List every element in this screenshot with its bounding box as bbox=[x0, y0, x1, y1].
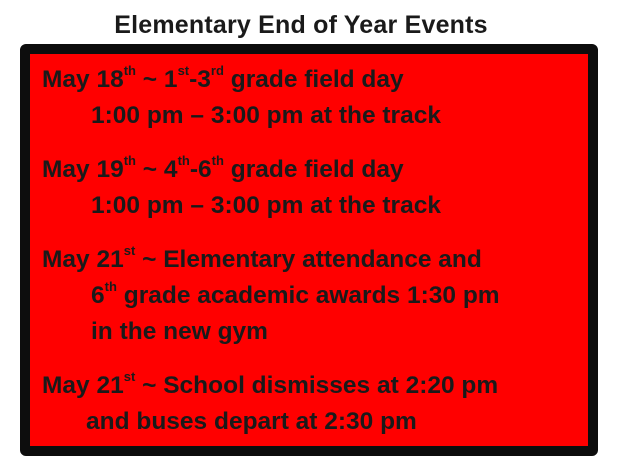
separator: ~ bbox=[136, 156, 164, 183]
event-description: ~ Elementary attendance and bbox=[135, 246, 482, 273]
event-detail bbox=[42, 278, 584, 314]
grade-suffix: th bbox=[104, 278, 117, 294]
event-item bbox=[42, 368, 584, 440]
grade-end-suffix: th bbox=[211, 152, 224, 168]
event-time-location: 1:00 pm – 3:00 pm at the track bbox=[91, 102, 441, 129]
event-description: ~ School dismisses at 2:20 pm bbox=[135, 372, 499, 399]
event-description: grade field day bbox=[223, 156, 404, 183]
grade-start: 4 bbox=[163, 156, 178, 183]
grade-end: -3 bbox=[189, 66, 211, 93]
event-date: May 18 bbox=[42, 66, 124, 93]
event-detail-text: grade academic awards 1:30 pm bbox=[116, 282, 500, 309]
event-date: May 19 bbox=[42, 156, 124, 183]
event-item bbox=[42, 62, 584, 134]
event-heading bbox=[42, 368, 584, 404]
event-date: May 21 bbox=[42, 372, 124, 399]
date-suffix: th bbox=[123, 152, 136, 168]
date-suffix: st bbox=[123, 242, 136, 258]
grade-end-suffix: rd bbox=[210, 62, 224, 78]
event-date: May 21 bbox=[42, 246, 124, 273]
page-title: Elementary End of Year Events bbox=[114, 11, 488, 39]
event-description: grade field day bbox=[223, 66, 404, 93]
date-suffix: st bbox=[123, 368, 136, 384]
event-detail: and buses depart at 2:30 pm bbox=[86, 408, 417, 435]
grade-end: -6 bbox=[189, 156, 212, 183]
grade-start-suffix: th bbox=[177, 152, 190, 168]
event-heading bbox=[42, 62, 584, 98]
separator: ~ bbox=[136, 66, 164, 93]
event-item bbox=[42, 242, 584, 350]
event-heading bbox=[42, 242, 584, 278]
event-item bbox=[42, 152, 584, 224]
event-location: in the new gym bbox=[91, 318, 268, 345]
event-heading bbox=[42, 152, 584, 188]
grade-start: 1 bbox=[163, 66, 178, 93]
events-box bbox=[20, 44, 598, 456]
grade-number: 6 bbox=[91, 282, 105, 309]
grade-start-suffix: st bbox=[177, 62, 190, 78]
date-suffix: th bbox=[123, 62, 136, 78]
event-time-location: 1:00 pm – 3:00 pm at the track bbox=[91, 192, 441, 219]
